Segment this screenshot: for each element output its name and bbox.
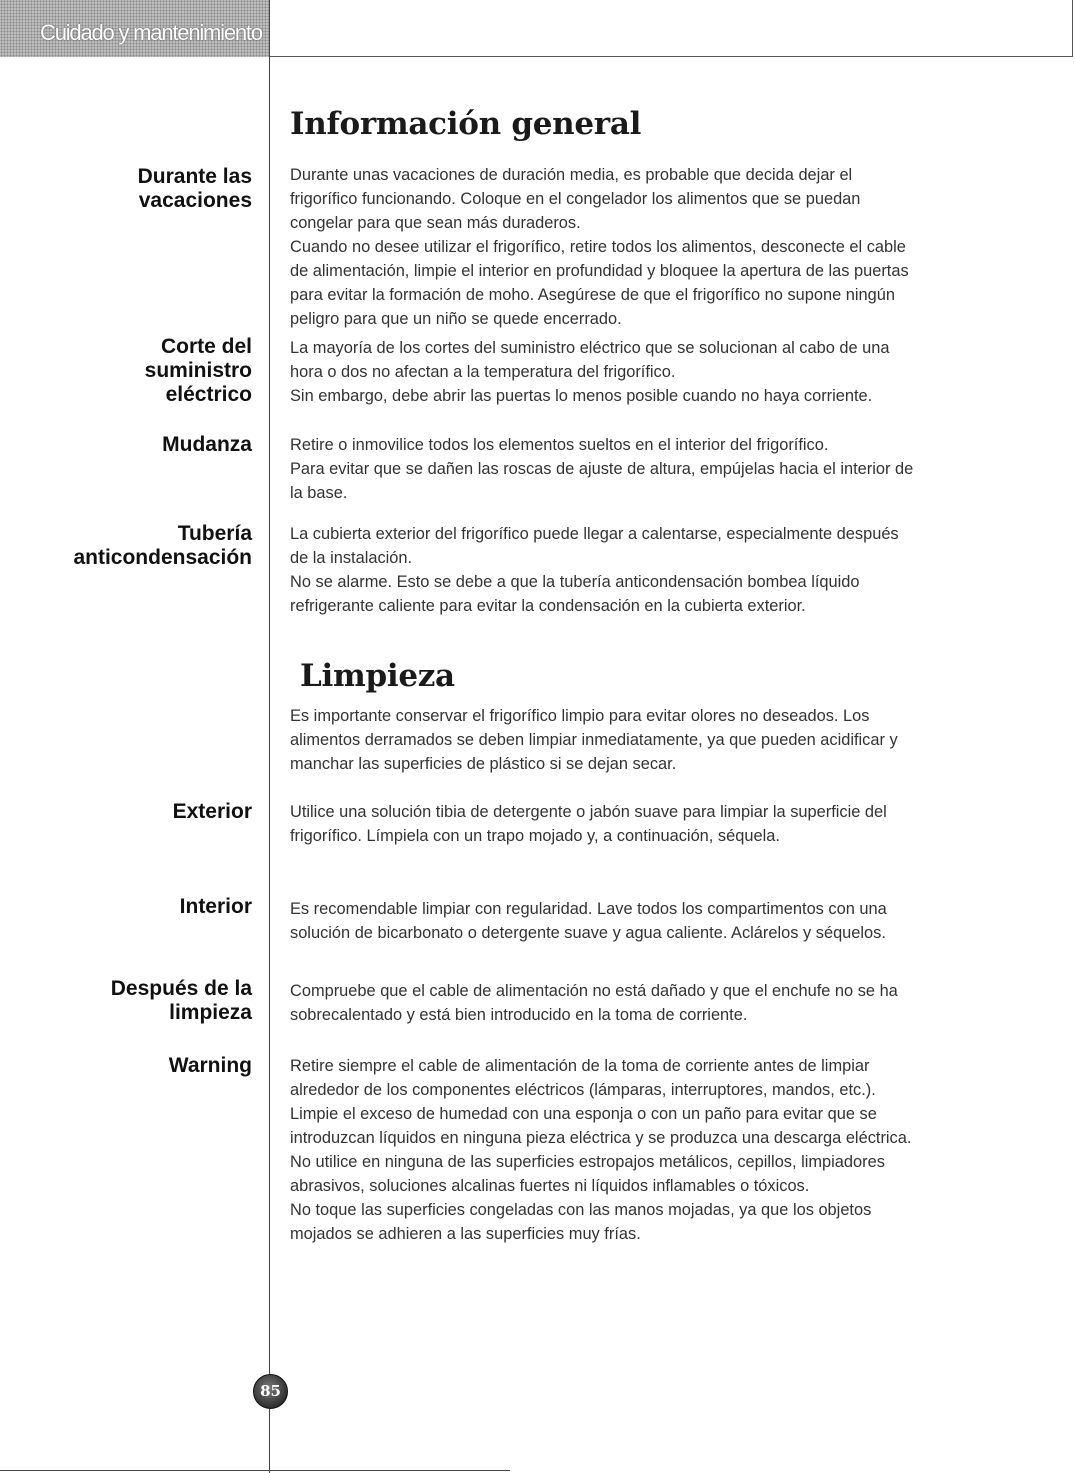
- text-line: Para evitar que se dañen las roscas de ajuste de altura, empújelas hacia el interior de: [290, 460, 914, 478]
- label-line: Warning: [168, 1054, 252, 1077]
- text-line: introduzcan líquidos en ninguna pieza eléctrica y se produzca una descarga eléctrica.: [290, 1129, 912, 1147]
- text-line: Retire o inmovilice todos los elementos sueltos en el interior del frigorífico.: [290, 436, 829, 454]
- label-line: Tubería: [177, 522, 252, 545]
- text-line: Retire siempre el cable de alimentación de la toma de corriente antes de limpiar: [290, 1057, 870, 1075]
- text-line: Sin embargo, debe abrir las puertas lo menos posible cuando no haya corriente.: [290, 387, 873, 405]
- text-line: solución de bicarbonato o detergente suave y agua caliente. Aclárelos y séquelos.: [290, 924, 886, 942]
- label-line: Corte del: [160, 335, 252, 358]
- text-line: la base.: [290, 484, 348, 502]
- label-line: limpieza: [169, 1001, 252, 1024]
- paragraph-warning: [290, 1054, 990, 1246]
- text-line: de la instalación.: [290, 549, 413, 567]
- label-mudanza: [22, 433, 252, 457]
- label-exterior: [22, 800, 252, 824]
- text-line: La mayoría de los cortes del suministro eléctrico que se solucionan al cabo de una: [290, 339, 890, 357]
- text-line: abrasivos, soluciones alcalinas fuertes ni líquidos inflamables o tóxicos.: [290, 1177, 810, 1195]
- label-despues-limpieza: [22, 977, 252, 1025]
- text-line: frigorífico funcionando. Coloque en el congelador los alimentos que se puedan: [290, 190, 861, 208]
- label-tuberia: [22, 522, 252, 570]
- text-line: Utilice una solución tibia de detergente o jabón suave para limpiar la superficie del: [290, 803, 887, 821]
- paragraph-corte-suministro: [290, 336, 990, 408]
- page-number: 85: [260, 1382, 281, 1400]
- text-line: Cuando no desee utilizar el frigorífico, retire todos los alimentos, desconecte el cable: [290, 238, 906, 256]
- text-line: mojados se adhieren a las superficies muy frías.: [290, 1225, 641, 1243]
- bottom-rule: [0, 1470, 510, 1471]
- label-warning: [22, 1054, 252, 1078]
- text-line: Compruebe que el cable de alimentación no está dañado y que el enchufe no se ha: [290, 982, 898, 1000]
- text-line: Limpie el exceso de humedad con una esponja o con un paño para evitar que se: [290, 1105, 877, 1123]
- label-vacaciones: [22, 165, 252, 213]
- label-line: suministro: [144, 359, 252, 382]
- paragraph-limpieza-intro: [290, 704, 990, 776]
- section-title-limpieza: Limpieza: [300, 658, 455, 694]
- header-rule: [270, 56, 1072, 57]
- text-line: alrededor de los componentes eléctricos (lámparas, interruptores, mandos, etc.).: [290, 1081, 876, 1099]
- text-line: No toque las superficies congeladas con las manos mojadas, ya que los objetos: [290, 1201, 872, 1219]
- text-line: hora o dos no afectan a la temperatura del frigorífico.: [290, 363, 676, 381]
- text-line: Es recomendable limpiar con regularidad. Lave todos los compartimentos con una: [290, 900, 887, 918]
- text-line: congelar para que sean más duraderos.: [290, 214, 581, 232]
- text-line: No se alarme. Esto se debe a que la tubería anticondensación bombea líquido: [290, 573, 860, 591]
- paragraph-mudanza: [290, 433, 990, 505]
- label-line: eléctrico: [165, 383, 252, 406]
- text-line: Es importante conservar el frigorífico limpio para evitar olores no deseados. Los: [290, 707, 870, 725]
- text-line: La cubierta exterior del frigorífico puede llegar a calentarse, especialmente después: [290, 525, 899, 543]
- page-number-badge: [253, 1374, 288, 1409]
- label-line: anticondensación: [73, 546, 252, 569]
- label-line: Después de la: [110, 977, 252, 1000]
- section-title-general: Información general: [290, 106, 642, 142]
- header-tab: [0, 0, 270, 57]
- label-interior: [22, 895, 252, 919]
- text-line: sobrecalentado y está bien introducido en la toma de corriente.: [290, 1006, 748, 1024]
- label-line: Mudanza: [162, 433, 252, 456]
- label-corte-suministro: [22, 335, 252, 407]
- column-divider: [269, 0, 270, 1473]
- text-line: alimentos derramados se deben limpiar inmediatamente, ya que pueden acidificar y: [290, 731, 898, 749]
- text-line: manchar las superficies de plástico si se dejan secar.: [290, 755, 677, 773]
- paragraph-exterior: [290, 800, 990, 848]
- paragraph-despues-limpieza: [290, 979, 990, 1027]
- text-line: Durante unas vacaciones de duración media, es probable que decida dejar el: [290, 166, 853, 184]
- text-line: para evitar la formación de moho. Asegúrese de que el frigorífico no supone ningún: [290, 286, 896, 304]
- paragraph-interior: [290, 897, 990, 945]
- text-line: de alimentación, limpie el interior en profundidad y bloquee la apertura de las puertas: [290, 262, 909, 280]
- text-line: refrigerante caliente para evitar la condensación en la cubierta exterior.: [290, 597, 806, 615]
- text-line: No utilice en ninguna de las superficies estropajos metálicos, cepillos, limpiadores: [290, 1153, 885, 1171]
- label-line: Durante las: [137, 165, 252, 188]
- header-title: Cuidado y mantenimiento: [40, 20, 262, 45]
- header-right-edge: [1072, 0, 1073, 57]
- label-line: vacaciones: [138, 189, 252, 212]
- text-line: frigorífico. Límpiela con un trapo mojado y, a continuación, séquela.: [290, 827, 780, 845]
- label-line: Interior: [179, 895, 252, 918]
- text-line: peligro para que un niño se quede encerrado.: [290, 310, 622, 328]
- label-line: Exterior: [172, 800, 252, 823]
- paragraph-tuberia: [290, 522, 990, 618]
- paragraph-vacaciones: [290, 163, 990, 331]
